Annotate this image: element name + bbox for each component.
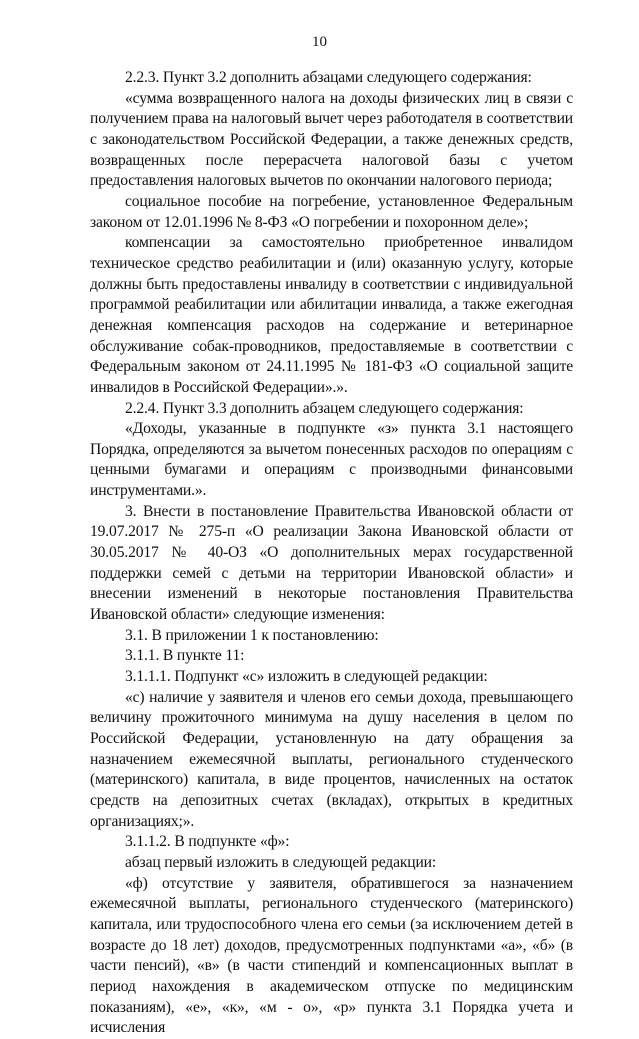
paragraph-first-abzac: абзац первый изложить в следующей редакции: (125, 853, 437, 871)
paragraph-3-1-1: 3.1.1. В пункте 11: (125, 647, 245, 665)
paragraph-burial-allowance: социальное пособие на погребение, установленное Федеральным законом от 12.01.1996 № 8-ФЗ «О погребении и похоронном деле»; (90, 192, 573, 231)
paragraph-3-1-1-1: 3.1.1.1. Подпункт «с» изложить в следующей редакции: (125, 668, 488, 686)
paragraph-securities-income: «Доходы, указанные в подпункте «з» пункта 3.1 настоящего Порядка, определяются за вычетом понесенных расходов по операциям с ценными бумагами и операциям с производными финансовыми инструментами.». (90, 420, 573, 500)
page-number: 10 (312, 34, 327, 50)
paragraph-2-2-3: 2.2.3. Пункт 3.2 дополнить абзацами следующего содержания: (125, 69, 532, 86)
paragraph-disability-compensation: компенсации за самостоятельно приобретенное инвалидом техническое средство реабилитации и (или) оказанную услугу, которые должны быть предоставлены инвалиду в соответствии с индивидуальной программой реабилитации или абилитации инвалида, а также ежегодная денежная компенсация расходов на содержание и ветеринарное обслуживание собак-проводников, предоставляемые в соответствии с Федеральным законом от 24.11.1995 № 181-ФЗ «О социальной защите инвалидов в Российской Федерации».». (90, 234, 573, 396)
paragraph-quote-tax-refund: «сумма возвращенного налога на доходы физических лиц в связи с получением права на налоговый вычет через работодателя в соответствии с законодательством Российской Федерации, а также денежных средств, возвращенных после перерасчета налоговой базы с учетом предоставления налоговых вычетов по окончании налогового периода; (90, 89, 573, 190)
paragraph-3-amend-resolution: 3. Внести в постановление Правительства Ивановской области от 19.07.2017 № 275-п «О реализации Закона Ивановской области от 30.05.2017 № 40-ОЗ «О дополнительных мерах государственной поддержки семей с детьми на территории Ивановской области» и внесении изменений в некоторые постановления Правительства Ивановской области» следующие изменения: (90, 502, 573, 624)
document-body (90, 68, 573, 1039)
paragraph-3-1: 3.1. В приложении 1 к постановлению: (125, 626, 379, 644)
paragraph-2-2-4: 2.2.4. Пункт 3.3 дополнить абзацем следующего содержания: (125, 399, 524, 417)
paragraph-subpoint-c: «с) наличие у заявителя и членов его семьи дохода, превышающего величину прожиточного минимума на душу населения в целом по Российской Федерации, установленную на дату обращения за назначением ежемесячной выплаты, регионального студенческого (материнского) капитала, в виде процентов, начисленных на остаток средств на депозитных счетах (вкладах), открытых в кредитных организациях;». (90, 688, 573, 830)
paragraph-3-1-1-2: 3.1.1.2. В подпункте «ф»: (125, 833, 290, 851)
paragraph-subpoint-f: «ф) отсутствие у заявителя, обратившегося за назначением ежемесячной выплаты, регионального студенческого (материнского) капитала, или трудоспособного члена его семьи (за исключением детей в возрасте до 18 лет) доходов, предусмотренных подпунктами «а», «б» (в части пенсий), «в» (в части стипендий и компенсационных выплат в период нахождения в академическом отпуске по медицинским показаниям), «е», «к», «м - о», «р» пункта 3.1 Порядка учета и исчисления (90, 874, 573, 1037)
